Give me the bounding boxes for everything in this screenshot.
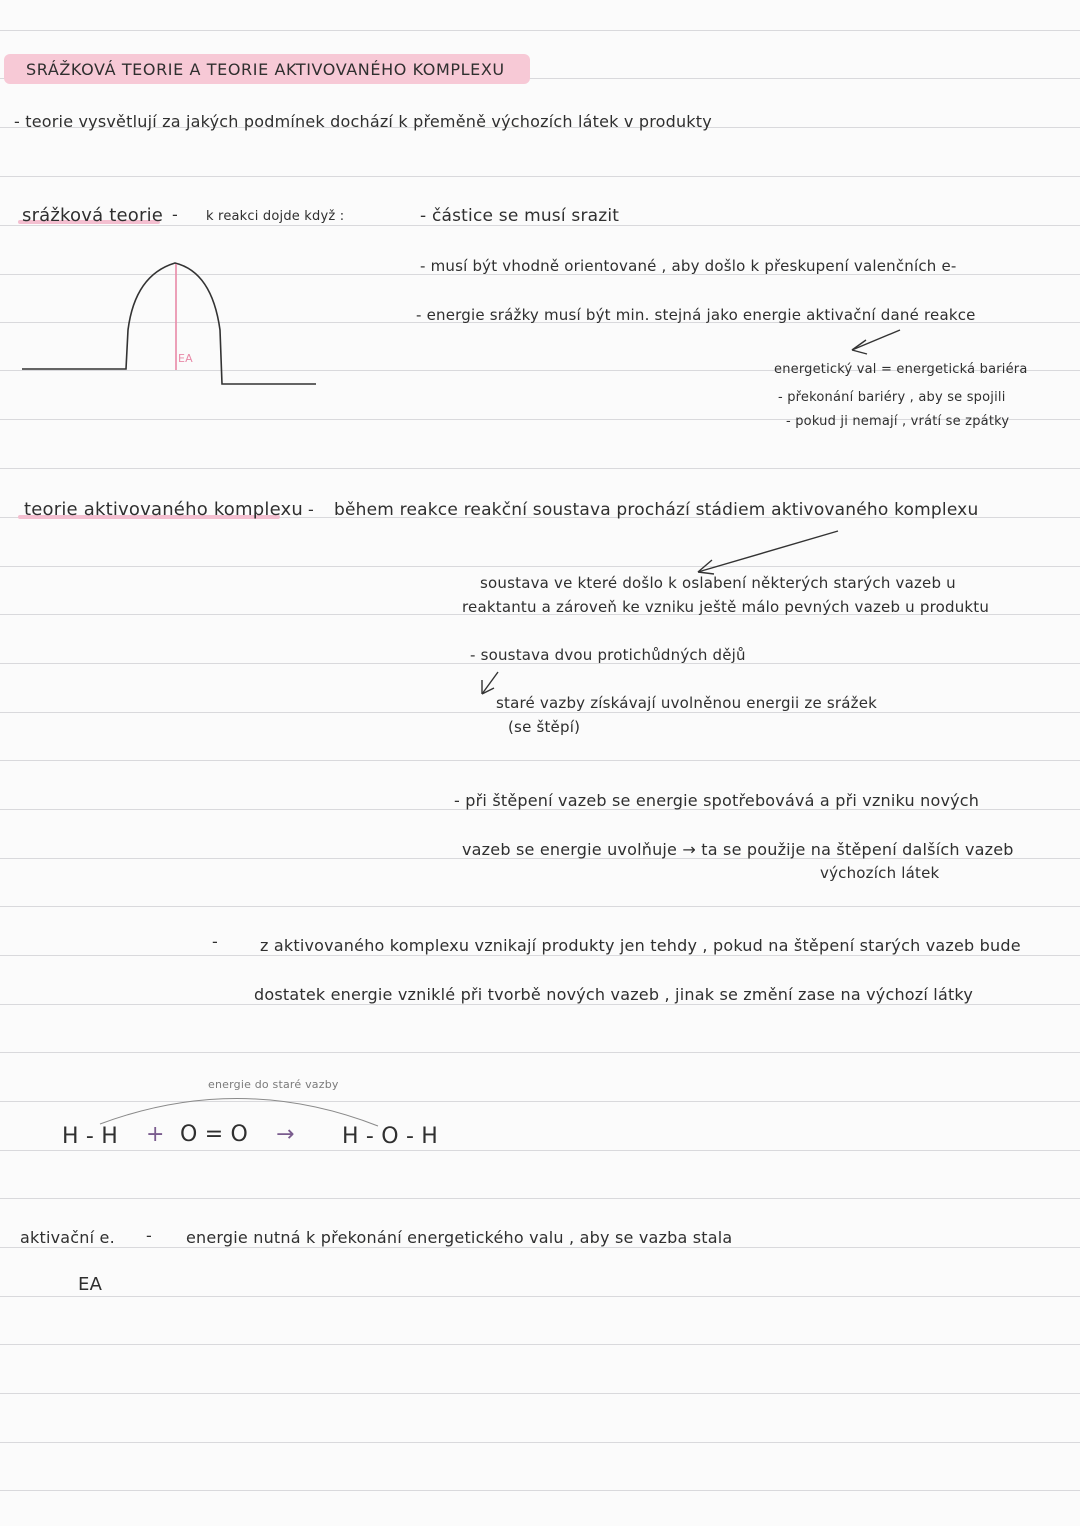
complex-dash: - (308, 500, 314, 519)
activation-dash: - (146, 1226, 152, 1245)
collision-heading: srážková teorie (22, 205, 164, 226)
collision-point: - energie srážky musí být min. stejná jako energie aktivační dané reakce (416, 306, 976, 324)
definition-line: reaktantu a zároveň ke vzniku ještě málo pevných vazeb u produktu (462, 598, 990, 616)
ea-label: EA (178, 352, 193, 365)
reactant-o2: O = O (180, 1122, 249, 1147)
activation-text: energie nutná k překonání energetického valu , aby se vazba stala (186, 1228, 733, 1247)
two-processes: - soustava dvou protichůdných dějů (470, 646, 746, 664)
intro-text: - teorie vysvětlují za jakých podmínek dochází k přeměně výchozích látek v produkty (14, 112, 712, 131)
page-title: SRÁŽKOVÁ TEORIE A TEORIE AKTIVOVANÉHO KOMPLEXU (26, 60, 505, 79)
plus-sign: + (146, 1122, 165, 1147)
reaction-arrow: → (276, 1122, 295, 1147)
energy-line: - při štěpení vazeb se energie spotřebovává a při vzniku nových (454, 791, 980, 810)
activation-label: aktivační e. (20, 1228, 115, 1247)
energy-line: výchozích látek (820, 864, 940, 882)
collision-point: - částice se musí srazit (420, 206, 620, 226)
barrier-note: energetický val = energetická bariéra (774, 362, 1028, 377)
complex-heading: teorie aktivovaného komplexu (24, 499, 304, 520)
arc-label: energie do staré vazby (208, 1078, 339, 1091)
activation-symbol: EA (78, 1274, 103, 1295)
products-line: dostatek energie vzniklé při tvorbě nových vazeb , jinak se změní zase na výchozí látky (254, 985, 973, 1004)
products-line: z aktivovaného komplexu vznikají produkty jen tehdy , pokud na štěpení starých vazeb bude (260, 936, 1021, 955)
collision-dash: - (172, 205, 178, 224)
energy-line: vazeb se energie uvolňuje → ta se použije na štěpení dalších vazeb (462, 840, 1014, 859)
product-water: H - O - H (342, 1124, 439, 1149)
old-bonds-line: staré vazby získávají uvolněnou energii ze srážek (496, 694, 878, 712)
products-dash: - (212, 932, 218, 951)
collision-condition: k reakci dojde když : (206, 209, 345, 224)
barrier-note: - pokud ji nemají , vrátí se zpátky (786, 414, 1010, 429)
complex-statement: během reakce reakční soustava prochází stádiem aktivovaného komplexu (334, 500, 979, 520)
definition-line: soustava ve které došlo k oslabení některých starých vazeb u (480, 574, 956, 592)
reactant-h2: H - H (62, 1124, 119, 1149)
collision-point: - musí být vhodně orientované , aby došlo k přeskupení valenčních e- (420, 257, 957, 275)
barrier-note: - překonání bariéry , aby se spojili (778, 390, 1006, 405)
old-bonds-line: (se štěpí) (508, 718, 581, 736)
